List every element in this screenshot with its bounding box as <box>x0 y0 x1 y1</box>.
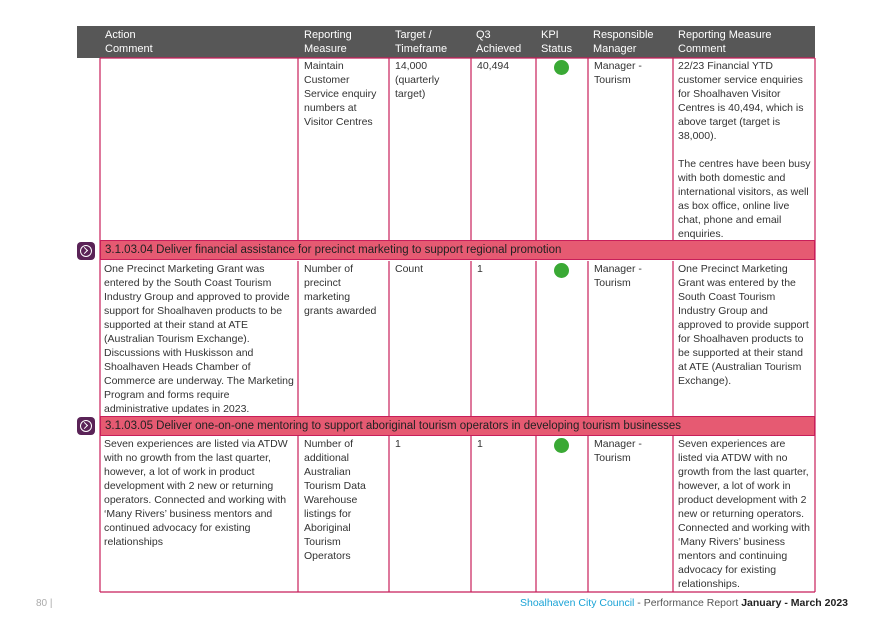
col-header-kpi-status <box>541 28 572 56</box>
row3-target: 1 <box>395 438 401 450</box>
header-line: Q3 <box>476 29 491 41</box>
row1-measure-comment <box>675 58 815 242</box>
row2-measure: Number of precinct marketing grants awarded <box>304 263 377 317</box>
row1-comment-paragraph-1: 22/23 Financial YTD customer service enquiries for Shoalhaven Visitor Centres is 40,494, which is above target (target is 38,000). <box>678 60 804 142</box>
row1-achieved: 40,494 <box>477 60 510 72</box>
row1-comment-paragraph-2: The centres have been busy with both domestic and international visitors, as well as box office, online live chat, phone and email enquiries. <box>678 158 811 240</box>
header-line: Target / <box>395 29 432 41</box>
row1-manager: Manager - Tourism <box>594 60 642 86</box>
row2-manager: Manager - Tourism <box>594 263 642 289</box>
row3-measure: Number of additional Australian Tourism Data Warehouse listings for Aboriginal Tourism Operators <box>304 438 366 562</box>
header-line: Comment <box>678 43 726 55</box>
paragraph-gap <box>678 143 812 157</box>
page-number: 80 | <box>36 598 53 609</box>
header-line: Manager <box>593 43 637 55</box>
row3-action-comment: Seven experiences are listed via ATDW with no growth from the last quarter, however, a lot of work in product development with 2 new or returning operators. Connected and working with ‘Many Rivers’ business mentors and continued advocacy for existing relationships <box>104 438 288 548</box>
header-line: Action <box>105 29 136 41</box>
footer-period: January - March 2023 <box>741 597 848 609</box>
row2-action-comment: One Precinct Marketing Grant was entered by the South Coast Tourism Industry Group and approved to provide support for Shoalhaven products to be supported at their stand at ATE (Australian Tourism Exchange). Discussions with Huskisson and Shoalhaven Heads Chamber of Commerce are underway. The Marketing Program and forms require administrative updates in 2023. <box>104 263 294 415</box>
row2-achieved: 1 <box>477 263 483 275</box>
expand-chevron-icon[interactable] <box>77 417 95 435</box>
header-line: Measure <box>304 43 347 55</box>
header-line: Reporting Measure <box>678 29 772 41</box>
section-action-title: 3.1.03.04 Deliver financial assistance for precinct marketing to support regional promotion <box>100 240 815 260</box>
col-header-action-comment <box>105 28 153 56</box>
row1-target: 14,000 (quarterly target) <box>395 60 440 100</box>
kpi-status-green-icon <box>554 438 569 453</box>
kpi-status-green-icon <box>554 60 569 75</box>
col-header-manager <box>593 28 654 56</box>
header-line: Comment <box>105 43 153 55</box>
header-line: Status <box>541 43 573 55</box>
footer-org-name: Shoalhaven City Council <box>519 597 635 609</box>
col-header-measure-comment <box>678 28 772 56</box>
header-line: Responsible <box>593 29 654 41</box>
header-line: KPI <box>541 29 559 41</box>
header-line: Achieved <box>476 43 522 55</box>
table-header <box>77 26 815 58</box>
col-header-reporting-measure <box>304 28 352 56</box>
row1-action-comment <box>100 58 298 240</box>
header-line: Timeframe <box>395 43 448 55</box>
row3-achieved: 1 <box>477 438 483 450</box>
row2-target: Count <box>395 263 424 275</box>
kpi-status-green-icon <box>554 263 569 278</box>
footer-report-name: - Performance Report <box>634 597 742 609</box>
section-action-title: 3.1.03.05 Deliver one-on-one mentoring to support aboriginal tourism operators in developing tourism businesses <box>100 416 815 436</box>
row1-measure: Maintain Customer Service enquiry numbers at Visitor Centres <box>304 60 377 128</box>
row3-measure-comment: Seven experiences are listed via ATDW with no growth from the last quarter, however, a lot of work in product development with 2 new or returning operators. Connected and working with ‘Many Rivers’ business mentors and continuing advocacy for existing relationships. <box>678 438 810 590</box>
expand-chevron-icon[interactable] <box>77 242 95 260</box>
row3-manager: Manager - Tourism <box>594 438 642 464</box>
col-header-achieved <box>476 28 521 56</box>
row2-measure-comment: One Precinct Marketing Grant was entered by the South Coast Tourism Industry Group and approved to provide support for Shoalhaven products to be supported at their stand at ATE (Australian Tourism Exchange). <box>678 263 809 387</box>
header-line: Reporting <box>304 29 352 41</box>
page-footer <box>520 596 848 610</box>
col-header-target <box>395 28 447 56</box>
